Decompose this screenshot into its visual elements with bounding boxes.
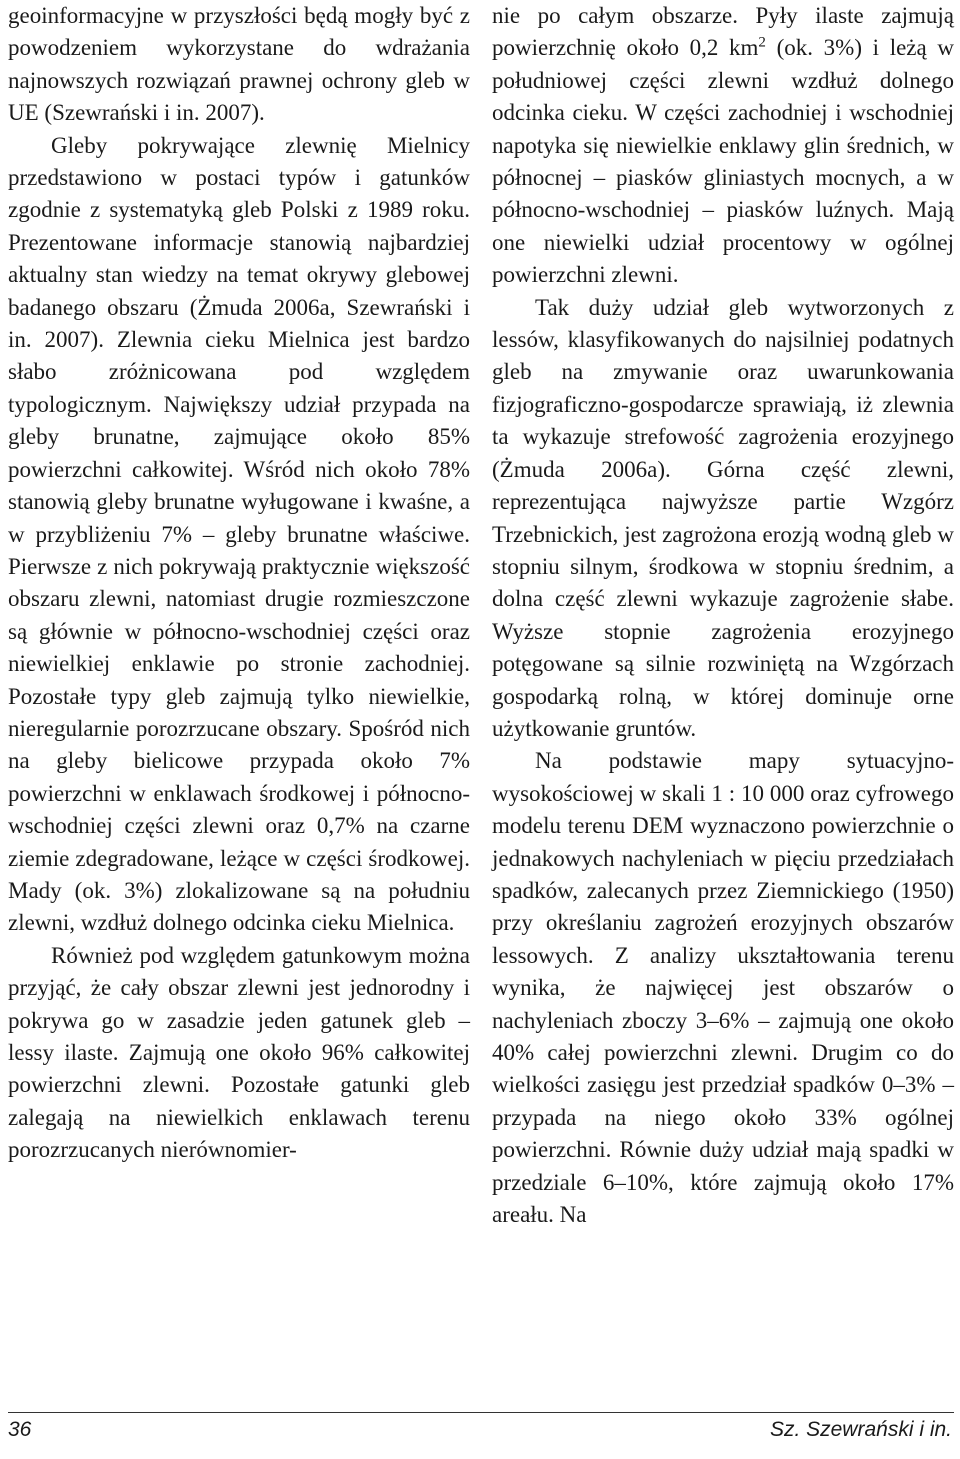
paragraph-text: nie po całym obszarze. Pyły ilaste zajmują powierzchnię około 0,2 km <box>492 3 954 61</box>
paragraph-text: (ok. 3%) i leżą w południowej części zlewni wzdłuż dolnego odcinka cieku. W części zachodniej i wschodniej napotyka się niewielkie enklawy glin średnich, w północnej – piasków gliniastych mocnych, a w północno-wschodniej – piasków luźnych. Mają one niewielki udział procentowy w ogólnej powierzchni zlewni. <box>492 35 954 288</box>
left-column <box>8 0 470 1167</box>
paragraph: geoinformacyjne w przyszłości będą mogły być z powodzeniem wykorzystane do wdrażania najnowszych rozwiązań prawnej ochrony gleb w UE (Szewrański i in. 2007). <box>8 3 470 126</box>
paragraph: Tak duży udział gleb wytworzonych z lessów, klasyfikowanych do najsilniej podatnych gleb na zmywanie oraz uwarunkowania fizjograficzno-gospodarcze sprawiają, iż zlewnia ta wykazuje strefowość zagrożenia erozyjnego (Żmuda 2006a). Górna część zlewni, reprezentująca najwyższe partie Wzgórz Trzebnickich, jest zagrożona erozją wodną gleb w stopniu silnym, środkowa w stopniu średnim, a dolna część zlewni wykazuje zagrożenie słabe. Wyższe stopnie zagrożenia erozyjnego potęgowane są silnie rozwiniętą na Wzgórzach gospodarką rolną, w której dominuje orne użytkowanie gruntów. <box>492 294 954 741</box>
superscript: 2 <box>758 34 766 51</box>
footer-divider <box>8 1412 954 1413</box>
right-column <box>492 0 954 1231</box>
page-number: 36 <box>8 1418 32 1441</box>
running-author: Sz. Szewrański i in. <box>769 1418 952 1441</box>
paragraph: Na podstawie mapy sytuacyjno-wysokościowej w skali 1 : 10 000 oraz cyfrowego modelu terenu DEM wyznaczono powierzchnie o jednakowych nachyleniach w pięciu przedziałach spadków, zalecanych przez Ziemnickiego (1950) przy określaniu zagrożeń erozyjnych obszarów lessowych. Z analizy ukształtowania terenu wynika, że najwięcej jest obszarów o nachyleniach zboczy 3–6% – zajmują one około 40% całej powierzchni zlewni. Drugim co do wielkości zasięgu jest przedział spadków 0–3% – przypada na niego około 33% ogólnej powierzchni. Równie duży udział mają spadki w przedziale 6–10%, które zajmują około 17% areału. Na <box>492 748 954 1228</box>
paragraph: Również pod względem gatunkowym można przyjąć, że cały obszar zlewni jest jednorodny i pokrywa go w zasadzie jeden gatunek gleb – lessy ilaste. Zajmują one około 96% całkowitej powierzchni zlewni. Pozostałe gatunki gleb zalegają na niewielkich enklawach terenu porozrzucanych nierównomier- <box>8 942 470 1163</box>
paragraph <box>492 0 954 292</box>
paragraph: Gleby pokrywające zlewnię Mielnicy przedstawiono w postaci typów i gatunków zgodnie z systematyką gleb Polski z 1989 roku. Prezentowane informacje stanowią najbardziej aktualny stan wiedzy na temat okrywy glebowej badanego obszaru (Żmuda 2006a, Szewrański i in. 2007). Zlewnia cieku Mielnica jest bardzo słabo zróżnicowana pod względem typologicznym. Największy udział przypada na gleby brunatne, zajmujące około 85% powierzchni całkowitej. Wśród nich około 78% stanowią gleby brunatne wyługowane i kwaśne, a w przybliżeniu 7% – gleby brunatne właściwe. Pierwsze z nich pokrywają praktycznie większość obszaru zlewni, natomiast drugie rozmieszczone są głównie w północno-wschodniej części oraz niewielkiej enklawie po stronie zachodniej. Pozostałe typy gleb zajmują tylko niewielkie, nieregularnie porozrzucane obszary. Spośród nich na gleby bielicowe przypada około 7% powierzchni w enklawach środkowej i północno-wschodniej części zlewni oraz 0,7% na czarne ziemie zdegradowane, leżące w części środkowej. Mady (ok. 3%) zlokalizowane są na południu zlewni, wzdłuż dolnego odcinka cieku Mielnica. <box>8 132 470 936</box>
